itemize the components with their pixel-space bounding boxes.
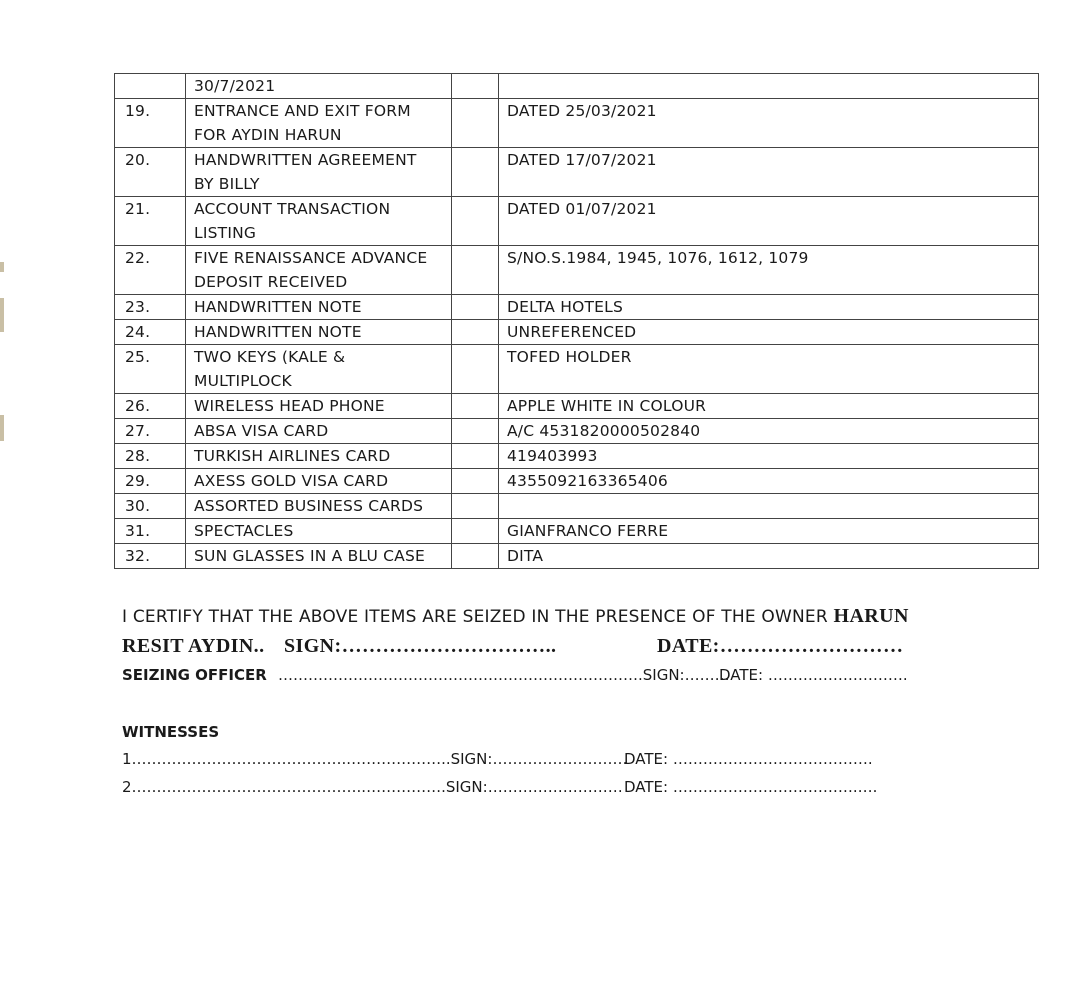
item-number: 22.: [115, 246, 186, 295]
certification-line-1: [122, 605, 909, 628]
item-description: AXESS GOLD VISA CARD: [186, 469, 452, 494]
item-number: 21.: [115, 197, 186, 246]
table-row: [115, 394, 1039, 419]
blank-cell: [452, 444, 499, 469]
seized-items-body: [115, 74, 1039, 569]
scan-edge-mark: [0, 262, 4, 272]
item-number: 32.: [115, 544, 186, 569]
owner-name-rest: RESIT AYDIN..: [122, 635, 265, 657]
table-row: [115, 246, 1039, 295]
blank-cell: [452, 246, 499, 295]
blank-cell: [452, 544, 499, 569]
item-remark: S/NO.S.1984, 1945, 1076, 1612, 1079: [499, 246, 1039, 295]
seized-items-table: [114, 73, 1039, 569]
table-row: [115, 320, 1039, 345]
item-number: 24.: [115, 320, 186, 345]
item-description: TWO KEYS (KALE & MULTIPLOCK: [186, 345, 452, 394]
witness-1-sign-line: 1……………………………………..………………..SIGN:………………………: [122, 750, 628, 768]
item-remark: DATED 17/07/2021: [499, 148, 1039, 197]
table-row: [115, 148, 1039, 197]
certification-sign-line: SIGN:…………………………..: [284, 635, 557, 657]
item-number: 31.: [115, 519, 186, 544]
item-remark: 4355092163365406: [499, 469, 1039, 494]
item-remark: DELTA HOTELS: [499, 295, 1039, 320]
item-description: SPECTACLES: [186, 519, 452, 544]
table-row: [115, 519, 1039, 544]
item-description: ENTRANCE AND EXIT FORM FOR AYDIN HARUN: [186, 99, 452, 148]
item-number: 20.: [115, 148, 186, 197]
item-description: ABSA VISA CARD: [186, 419, 452, 444]
table-row: [115, 469, 1039, 494]
item-number: 23.: [115, 295, 186, 320]
scan-edge-mark: [0, 415, 4, 441]
item-remark: UNREFERENCED: [499, 320, 1039, 345]
item-number: 28.: [115, 444, 186, 469]
item-description: WIRELESS HEAD PHONE: [186, 394, 452, 419]
seizing-officer-sign-line: ……………………………………………………………….SIGN:………: [278, 666, 730, 684]
item-remark: DATED 01/07/2021: [499, 197, 1039, 246]
blank-cell: [452, 74, 499, 99]
table-row: [115, 99, 1039, 148]
item-remark: TOFED HOLDER: [499, 345, 1039, 394]
witness-2-sign-line: 2………………………………………..…………….SIGN:………………………: [122, 778, 623, 796]
blank-cell: [452, 320, 499, 345]
owner-name-first: HARUN: [833, 605, 909, 627]
table-row: [115, 419, 1039, 444]
item-number: 25.: [115, 345, 186, 394]
item-description: TURKISH AIRLINES CARD: [186, 444, 452, 469]
table-row: [115, 197, 1039, 246]
blank-cell: [452, 519, 499, 544]
item-number: [115, 74, 186, 99]
item-remark: APPLE WHITE IN COLOUR: [499, 394, 1039, 419]
item-remark: DATED 25/03/2021: [499, 99, 1039, 148]
blank-cell: [452, 419, 499, 444]
item-description: SUN GLASSES IN A BLU CASE: [186, 544, 452, 569]
item-description: HANDWRITTEN NOTE: [186, 295, 452, 320]
seizing-officer-label: SEIZING OFFICER: [122, 666, 267, 684]
item-number: 26.: [115, 394, 186, 419]
seizing-officer-date-line: DATE: ……………………….: [719, 666, 908, 684]
blank-cell: [452, 345, 499, 394]
blank-cell: [452, 494, 499, 519]
item-remark: GIANFRANCO FERRE: [499, 519, 1039, 544]
blank-cell: [452, 197, 499, 246]
certification-statement: I CERTIFY THAT THE ABOVE ITEMS ARE SEIZED IN THE PRESENCE OF THE OWNER: [122, 607, 828, 627]
witness-1-date-line: DATE: ………………………………….: [624, 750, 873, 768]
item-remark: [499, 74, 1039, 99]
item-description: HANDWRITTEN AGREEMENT BY BILLY: [186, 148, 452, 197]
blank-cell: [452, 394, 499, 419]
item-number: 30.: [115, 494, 186, 519]
item-remark: [499, 494, 1039, 519]
item-description: ACCOUNT TRANSACTION LISTING: [186, 197, 452, 246]
table-row: [115, 295, 1039, 320]
blank-cell: [452, 469, 499, 494]
item-number: 19.: [115, 99, 186, 148]
item-description: HANDWRITTEN NOTE: [186, 320, 452, 345]
item-remark: A/C 4531820000502840: [499, 419, 1039, 444]
item-remark: 419403993: [499, 444, 1039, 469]
witness-2-date-line: DATE: ……………………………….….: [624, 778, 878, 796]
table-row: [115, 494, 1039, 519]
witnesses-heading: WITNESSES: [122, 723, 220, 741]
blank-cell: [452, 295, 499, 320]
table-row: [115, 74, 1039, 99]
blank-cell: [452, 99, 499, 148]
item-description: ASSORTED BUSINESS CARDS: [186, 494, 452, 519]
item-number: 27.: [115, 419, 186, 444]
item-remark: DITA: [499, 544, 1039, 569]
item-description: FIVE RENAISSANCE ADVANCE DEPOSIT RECEIVED: [186, 246, 452, 295]
item-number: 29.: [115, 469, 186, 494]
item-description: 30/7/2021: [186, 74, 452, 99]
certification-date-line: DATE:………………………: [657, 635, 904, 657]
table-row: [115, 345, 1039, 394]
table-row: [115, 444, 1039, 469]
table-row: [115, 544, 1039, 569]
scan-edge-mark: [0, 298, 4, 332]
blank-cell: [452, 148, 499, 197]
